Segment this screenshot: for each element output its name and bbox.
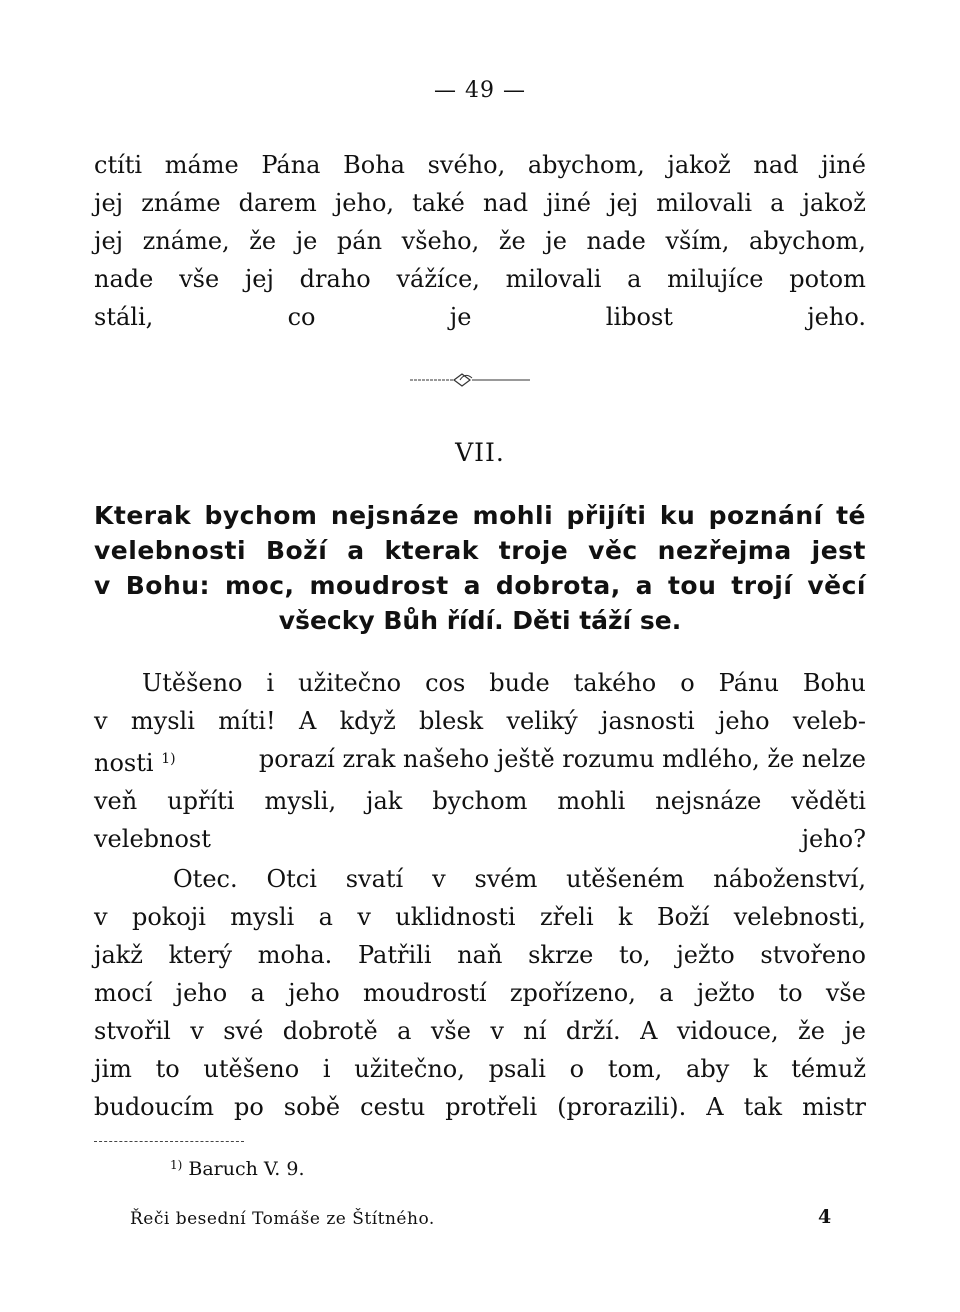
word: o <box>680 669 695 697</box>
chapter-numeral: VII. <box>455 438 505 467</box>
word: užitečno <box>298 669 402 697</box>
word: Otec. <box>173 865 238 893</box>
word: budoucím <box>94 1093 214 1121</box>
word: Bohu <box>802 669 866 697</box>
word: jakož <box>667 151 731 179</box>
word: věc <box>588 536 638 565</box>
word: Pána <box>261 151 321 179</box>
word: draho <box>299 265 371 293</box>
heading-line <box>94 568 866 603</box>
word: jeho <box>288 979 340 1007</box>
word: v <box>94 571 111 600</box>
page-number: — 49 — <box>434 78 526 103</box>
word: v <box>94 903 108 931</box>
word: to <box>778 979 803 1007</box>
word: v <box>490 1017 504 1045</box>
word: mohli <box>472 501 554 530</box>
word: to, <box>618 941 651 969</box>
word: (prorazili). <box>557 1093 687 1121</box>
word: nad <box>482 189 529 217</box>
word: velebnosti, <box>733 903 866 931</box>
word: náboženství, <box>713 865 866 893</box>
word: jeho, <box>334 189 395 217</box>
text-line <box>94 1050 866 1088</box>
word: nad <box>753 151 799 179</box>
body-paragraph-1 <box>94 664 866 858</box>
body-paragraph-2 <box>94 860 866 1126</box>
text-line <box>94 184 866 222</box>
text-line <box>94 898 866 936</box>
word: zřeli <box>539 903 594 931</box>
word: moudrost <box>309 571 449 600</box>
word: mysli, <box>264 787 337 815</box>
word: nejsnáze <box>330 501 460 530</box>
word: Bohu: <box>125 571 211 600</box>
footnote-reference: 1) <box>161 751 176 767</box>
text-line <box>94 702 866 740</box>
word: věcí <box>807 571 866 600</box>
text-line <box>94 782 866 820</box>
word: moc, <box>224 571 295 600</box>
word: veleb- <box>792 707 866 735</box>
word: míti! <box>218 707 276 735</box>
footnote-marker: 1) <box>170 1158 183 1172</box>
word: Otci <box>266 865 317 893</box>
word: tou <box>667 571 717 600</box>
intro-paragraph <box>94 146 866 336</box>
word: k <box>618 903 633 931</box>
word: ku <box>659 501 696 530</box>
word: veliký <box>506 707 578 735</box>
word: aby <box>686 1055 730 1083</box>
word: ježto <box>676 941 735 969</box>
word: skrze <box>528 941 594 969</box>
word: vše <box>430 1017 471 1045</box>
word: a <box>463 571 481 600</box>
word: po <box>233 1093 264 1121</box>
text-line <box>94 146 866 184</box>
word: ní <box>523 1017 547 1045</box>
word: A <box>706 1093 724 1121</box>
word: přijíti <box>566 501 647 530</box>
chapter-heading <box>94 498 866 638</box>
word: cestu <box>360 1093 426 1121</box>
word: darem <box>238 189 317 217</box>
word: vším, <box>665 227 730 255</box>
word: milujíce <box>667 265 764 293</box>
word: který <box>168 941 233 969</box>
text-line <box>94 860 866 898</box>
word: mysli <box>130 707 195 735</box>
text-line: stáli, co je libost jeho. <box>94 303 866 331</box>
word: že <box>498 227 526 255</box>
signature-number: 4 <box>818 1206 832 1228</box>
text-line <box>94 664 866 702</box>
word: a <box>250 979 265 1007</box>
word: a <box>635 571 654 600</box>
word: dobrotě <box>282 1017 378 1045</box>
word: poznání <box>708 501 823 530</box>
word: vážíce, <box>396 265 480 293</box>
word: všeho, <box>401 227 480 255</box>
word: A <box>298 707 317 735</box>
word: troje <box>498 536 569 565</box>
word: trojí <box>731 571 793 600</box>
word: Utěšeno <box>142 669 243 697</box>
word: svatí <box>345 865 404 893</box>
word: té <box>836 501 866 530</box>
word: jiné <box>546 189 591 217</box>
word: to <box>155 1055 180 1083</box>
word: nejsnáze <box>655 787 762 815</box>
word: a <box>627 265 642 293</box>
word: ježto <box>696 979 756 1007</box>
word: Kterak <box>94 501 192 530</box>
footnote-text: Baruch V. 9. <box>188 1158 305 1180</box>
text-line <box>94 260 866 298</box>
word: blesk <box>419 707 484 735</box>
word: ctíti <box>94 151 143 179</box>
ornament-divider-icon <box>410 368 530 392</box>
word: mocí <box>94 979 153 1007</box>
word: dobrota, <box>495 571 621 600</box>
word: veň <box>94 787 138 815</box>
word: a <box>659 979 674 1007</box>
word: naň <box>457 941 503 969</box>
word: Patřili <box>357 941 432 969</box>
word: bychom <box>204 501 318 530</box>
word: v <box>432 865 446 893</box>
word: mysli <box>230 903 295 931</box>
word: sobě <box>283 1093 341 1121</box>
word: a <box>318 903 333 931</box>
word: stvořil <box>94 1017 171 1045</box>
word: kterak <box>384 536 479 565</box>
word: nezřejma <box>657 536 792 565</box>
word: psali <box>488 1055 546 1083</box>
word: jej <box>94 227 124 255</box>
word: moudrostí <box>362 979 487 1007</box>
word: jej <box>94 189 124 217</box>
word: tak <box>743 1093 783 1121</box>
word: abychom, <box>748 227 866 255</box>
word: témuž <box>791 1055 866 1083</box>
text-line <box>94 740 866 782</box>
word: bude <box>489 669 550 697</box>
footnote-divider <box>94 1141 244 1142</box>
word: bychom <box>432 787 528 815</box>
word: je <box>545 227 567 255</box>
word: mohli <box>557 787 626 815</box>
word: věděti <box>791 787 866 815</box>
word: nade <box>586 227 646 255</box>
word: jej <box>609 189 639 217</box>
word: k <box>752 1055 768 1083</box>
word: A <box>640 1017 658 1045</box>
word: známe, <box>142 227 230 255</box>
word: nade <box>94 265 154 293</box>
word: zpořízeno, <box>509 979 636 1007</box>
text-fragment: porazí zrak našeho ještě rozumu mdlého, že nelze <box>258 745 866 773</box>
word: drží. <box>565 1017 621 1045</box>
word: máme <box>164 151 239 179</box>
word: jeho <box>717 707 770 735</box>
text-line <box>94 1012 866 1050</box>
word: jeho <box>175 979 228 1007</box>
word: jakož <box>802 189 866 217</box>
word: stvořeno <box>760 941 866 969</box>
word: jasnosti <box>601 707 695 735</box>
word: je <box>295 227 318 255</box>
word: pokoji <box>131 903 206 931</box>
word: milovali <box>505 265 602 293</box>
word: v <box>190 1017 204 1045</box>
word: Pánu <box>718 669 779 697</box>
word: abychom, <box>527 151 645 179</box>
word: cos <box>425 669 466 697</box>
word: jej <box>244 265 274 293</box>
word: pán <box>336 227 383 255</box>
word: vidouce, <box>676 1017 779 1045</box>
word: známe <box>141 189 221 217</box>
word: je <box>844 1017 866 1045</box>
text-line <box>94 1088 866 1126</box>
word: uklidnosti <box>395 903 516 931</box>
word: mistr <box>802 1093 866 1121</box>
text-line <box>94 936 866 974</box>
heading-line <box>94 498 866 533</box>
word: také <box>412 189 465 217</box>
word: že <box>249 227 277 255</box>
word: milovali <box>656 189 753 217</box>
word: Boží <box>265 536 328 565</box>
word: i <box>266 669 275 697</box>
text-line: velebnost jeho? <box>94 825 866 853</box>
word: Boží <box>656 903 710 931</box>
text-line <box>94 974 866 1012</box>
text-fragment <box>94 740 176 782</box>
word: i <box>322 1055 331 1083</box>
word: v <box>94 707 108 735</box>
printer-signature: Řeči besední Tomáše ze Štítného. <box>130 1209 435 1229</box>
word: jest <box>811 536 866 565</box>
word: když <box>339 707 396 735</box>
word: tom, <box>607 1055 663 1083</box>
word: v <box>357 903 371 931</box>
word: utěšeném <box>566 865 685 893</box>
word: takého <box>573 669 657 697</box>
word: upříti <box>167 787 235 815</box>
footnote <box>170 1158 305 1180</box>
word: protřeli <box>445 1093 538 1121</box>
heading-line: všecky Bůh řídí. Děti táží se. <box>278 606 682 635</box>
word: svém <box>474 865 538 893</box>
word: velebnosti <box>94 536 247 565</box>
word: a <box>770 189 785 217</box>
word: a <box>347 536 365 565</box>
word: moha. <box>257 941 333 969</box>
text-line <box>94 222 866 260</box>
word: utěšeno <box>203 1055 300 1083</box>
word: jiné <box>821 151 866 179</box>
word: a <box>397 1017 412 1045</box>
word: jak <box>366 787 403 815</box>
word: že <box>798 1017 825 1045</box>
word: potom <box>789 265 866 293</box>
word: jakž <box>94 941 143 969</box>
word: svého, <box>427 151 506 179</box>
word: své <box>223 1017 264 1045</box>
text-fragment: nosti <box>94 749 154 777</box>
word: vše <box>179 265 220 293</box>
word: vše <box>825 979 866 1007</box>
word: o <box>569 1055 585 1083</box>
heading-line <box>94 533 866 568</box>
word: Boha <box>343 151 405 179</box>
word: jim <box>94 1055 132 1083</box>
word: užitečno, <box>354 1055 465 1083</box>
